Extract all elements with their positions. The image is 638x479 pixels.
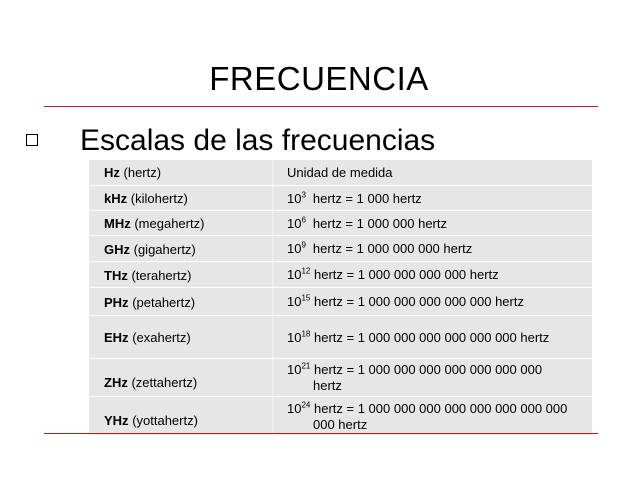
power-base: 10 xyxy=(287,362,302,377)
equivalence-cell xyxy=(287,236,472,262)
unit-name: (yottahertz) xyxy=(132,413,198,428)
power-exponent: 21 xyxy=(301,361,311,371)
square-bullet-icon xyxy=(26,134,38,146)
unit-abbreviation: ZHz xyxy=(104,374,128,390)
equivalence-text: hertz = 1 000 000 000 000 000 hertz xyxy=(314,294,524,309)
unit-cell xyxy=(104,288,195,316)
equivalence-text: hertz = 1 000 000 000 000 000 000 000 xyxy=(314,362,543,377)
power-base: 10 xyxy=(287,241,302,256)
power-base: 10 xyxy=(287,190,302,206)
footer-divider-line xyxy=(44,433,598,434)
power-base: 10 xyxy=(287,267,302,282)
equivalence-cell xyxy=(287,262,499,288)
description-cell xyxy=(287,160,393,185)
equivalence-cell xyxy=(287,288,524,316)
equivalence-text: hertz = 1 000 000 000 000 000 000 hertz xyxy=(314,329,550,345)
equivalence-text: hertz = 1 000 000 hertz xyxy=(312,215,447,231)
power-base: 10 xyxy=(287,400,302,416)
unit-cell xyxy=(104,211,204,236)
unit-name: (megahertz) xyxy=(134,216,205,231)
power-base: 10 xyxy=(287,215,302,231)
unit-abbreviation: PHz xyxy=(104,294,129,310)
slide-title: FRECUENCIA xyxy=(209,60,429,97)
power-exponent: 18 xyxy=(301,329,311,339)
unit-name: (terahertz) xyxy=(131,267,192,283)
table-row xyxy=(89,185,592,211)
frequency-scale-table xyxy=(89,160,592,435)
unit-name: (petahertz) xyxy=(132,294,196,310)
equivalence-cell xyxy=(287,211,447,236)
unit-description: Unidad de medida xyxy=(287,165,393,180)
equivalence-text-continued: 000 hertz xyxy=(313,416,368,432)
unit-abbreviation: YHz xyxy=(104,413,129,428)
equivalence-cell xyxy=(287,186,422,211)
power-exponent: 12 xyxy=(301,266,311,276)
equivalence-cell xyxy=(287,316,549,359)
equivalence-text: hertz = 1 000 000 000 000 hertz xyxy=(314,267,499,282)
table-header-row xyxy=(89,160,592,185)
unit-cell xyxy=(104,186,188,211)
equivalence-text: hertz = 1 000 hertz xyxy=(312,190,422,206)
equivalence-text: hertz = 1 000 000 000 000 000 000 000 000 xyxy=(314,400,568,416)
table-row xyxy=(89,210,592,236)
unit-name: (zettahertz) xyxy=(131,374,198,390)
equivalence-text-continued: hertz xyxy=(313,378,342,393)
unit-cell xyxy=(104,316,191,359)
title-divider-line xyxy=(44,106,598,107)
unit-cell xyxy=(104,160,161,185)
equivalence-cell xyxy=(287,397,567,436)
power-exponent: 9 xyxy=(301,240,306,250)
unit-abbreviation: GHz xyxy=(104,241,130,257)
power-exponent: 3 xyxy=(301,190,306,200)
equivalence-text: hertz = 1 000 000 000 hertz xyxy=(312,241,473,256)
bullet-heading: Escalas de las frecuencias xyxy=(80,124,436,157)
power-base: 10 xyxy=(287,294,302,309)
table-row xyxy=(89,235,592,262)
equivalence-cell xyxy=(287,359,542,397)
power-exponent: 24 xyxy=(301,400,311,410)
unit-abbreviation: kHz xyxy=(104,191,128,206)
unit-name: (kilohertz) xyxy=(130,191,188,206)
table-row xyxy=(89,358,592,397)
unit-abbreviation: MHz xyxy=(104,216,131,231)
unit-cell xyxy=(104,262,191,288)
unit-cell xyxy=(104,359,197,397)
unit-abbreviation: EHz xyxy=(104,330,129,345)
unit-abbreviation: Hz xyxy=(104,165,120,180)
power-exponent: 15 xyxy=(301,293,311,303)
unit-cell xyxy=(104,236,196,262)
table-row xyxy=(89,315,592,359)
unit-abbreviation: THz xyxy=(104,267,128,283)
table-row xyxy=(89,261,592,288)
table-row xyxy=(89,287,592,316)
power-base: 10 xyxy=(287,329,302,345)
table-row xyxy=(89,396,592,436)
unit-name: (exahertz) xyxy=(132,330,191,345)
unit-name: (hertz) xyxy=(123,165,162,180)
unit-name: (gigahertz) xyxy=(133,241,196,257)
unit-cell xyxy=(104,397,198,436)
power-exponent: 6 xyxy=(301,215,306,225)
